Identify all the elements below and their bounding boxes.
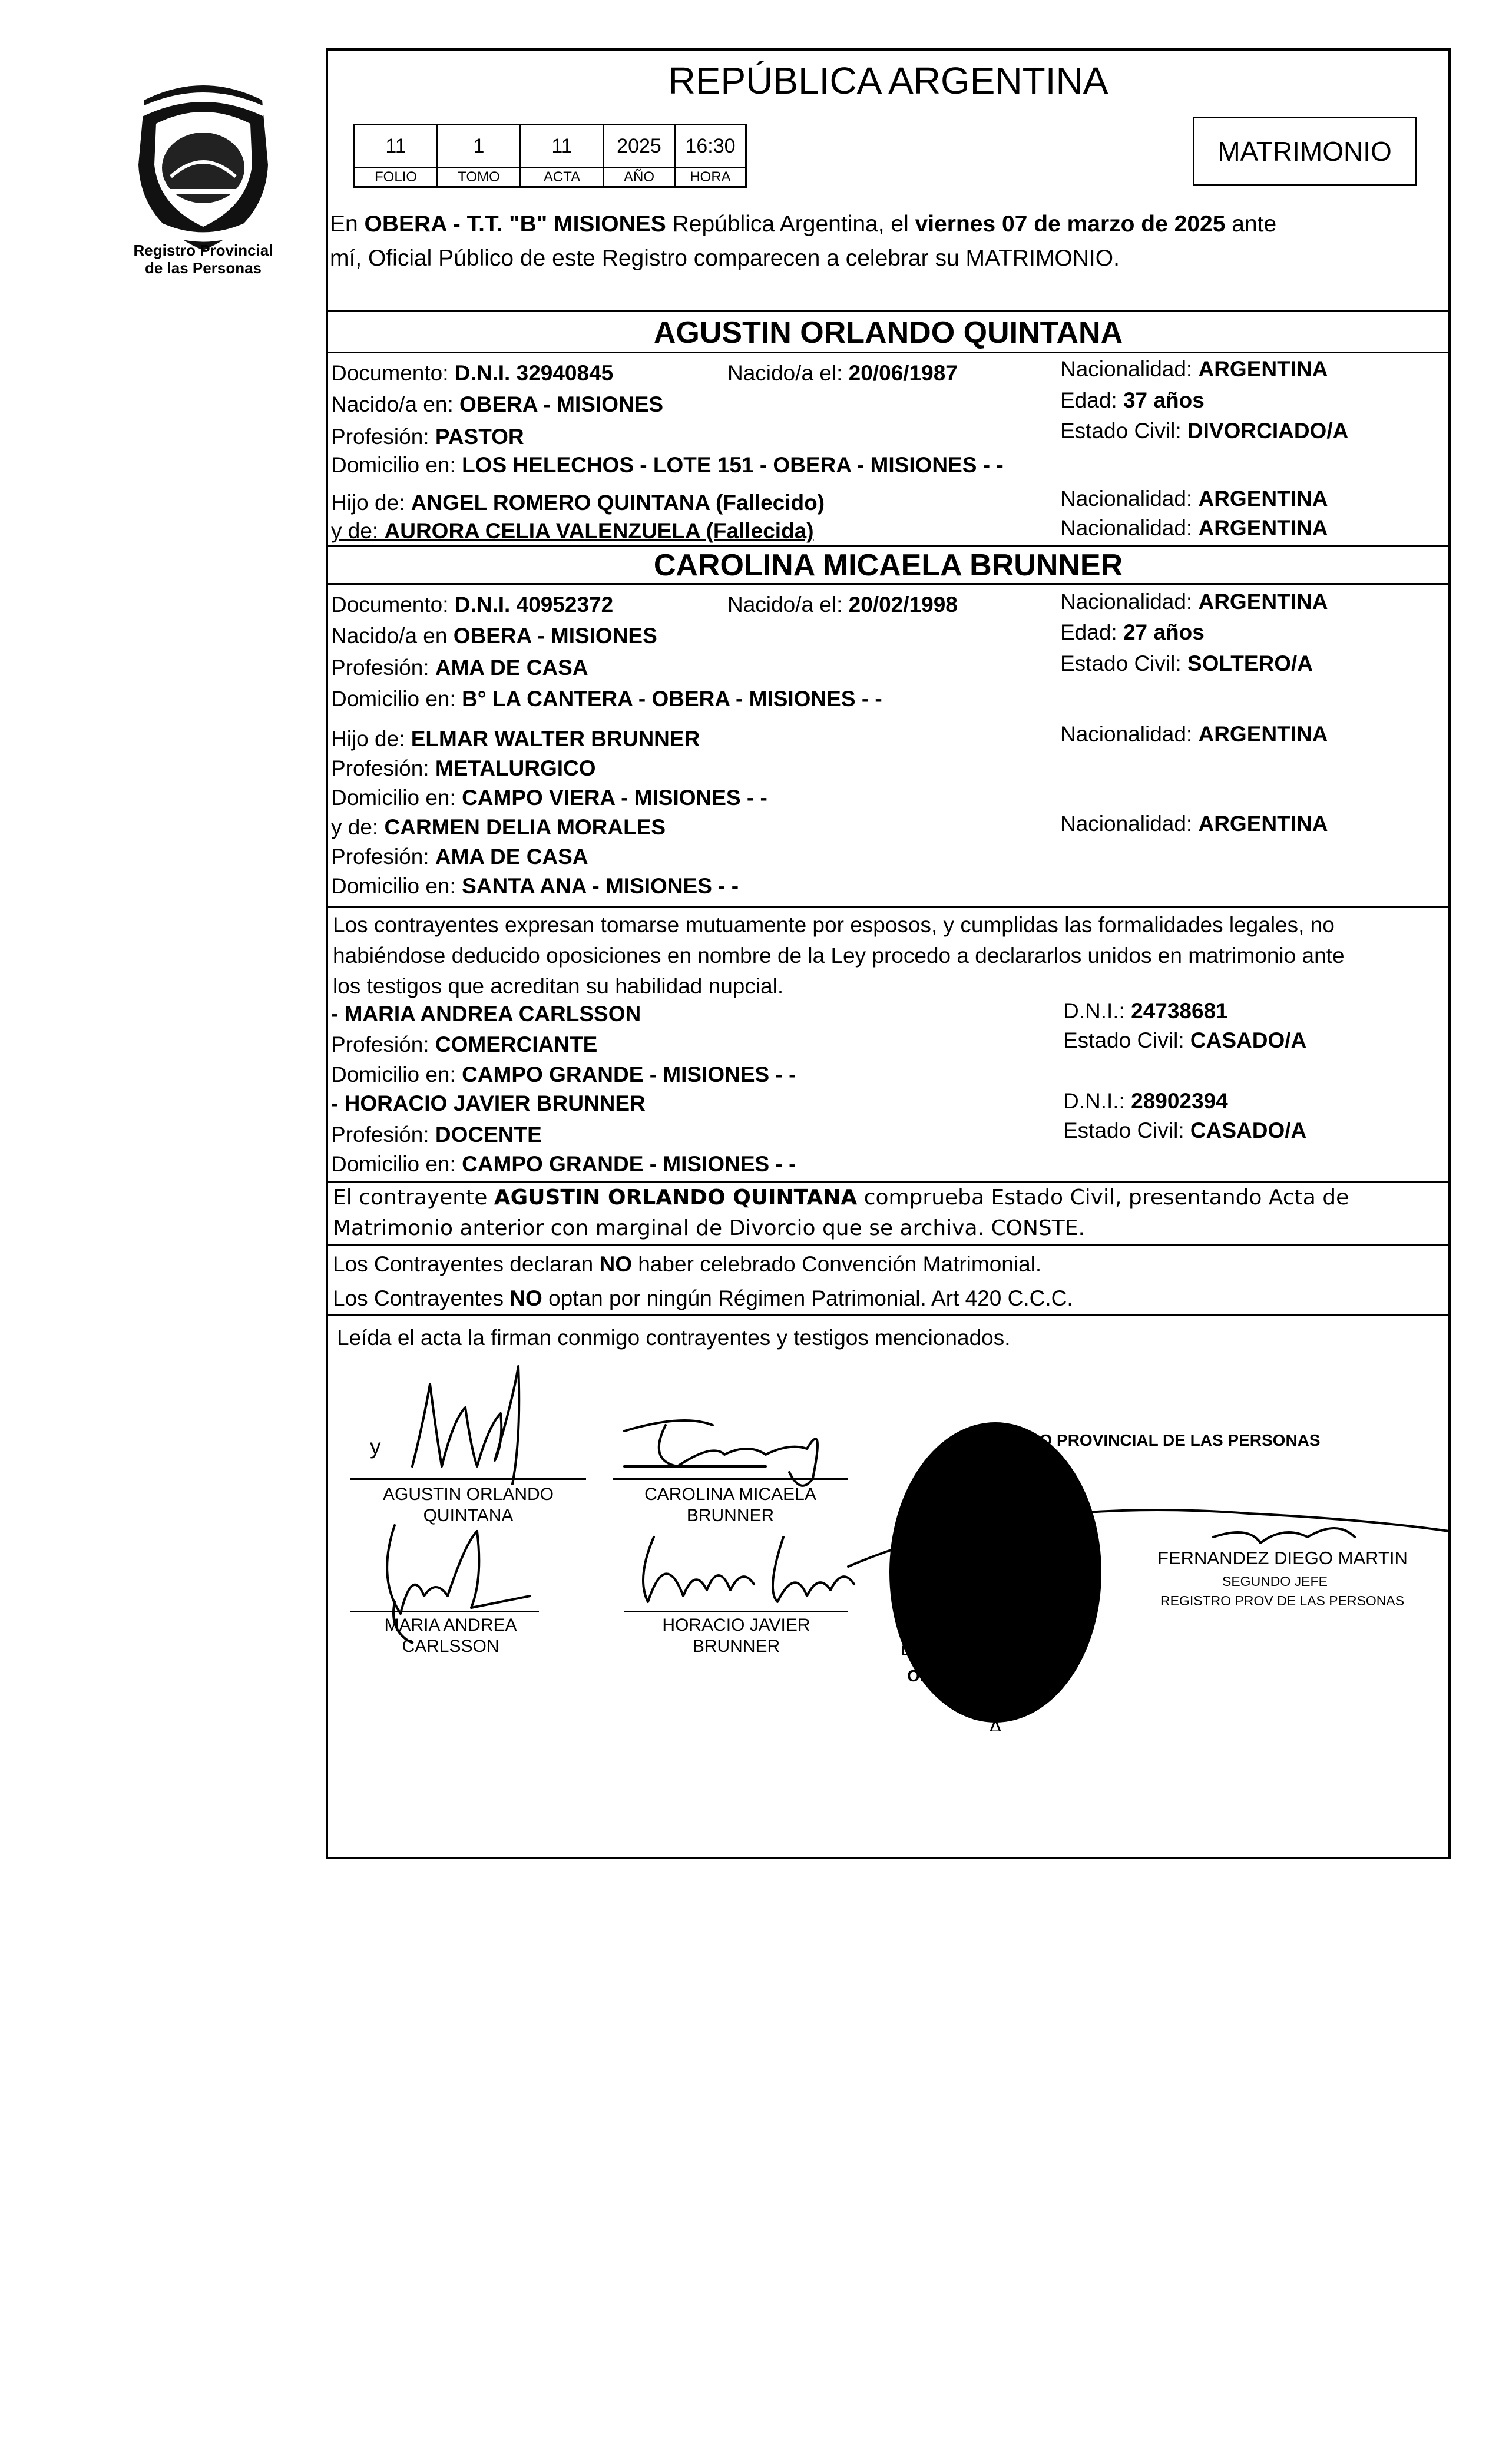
groom-mother: y de: AURORA CELIA VALENZUELA (Fallecida): [331, 519, 814, 543]
divider: [326, 906, 1451, 908]
bride-father-domicile: Domicilio en: CAMPO VIERA - MISIONES - -: [331, 786, 767, 810]
bride-mother-domicile: Domicilio en: SANTA ANA - MISIONES - -: [331, 874, 739, 898]
witness-2-domicile: Domicilio en: CAMPO GRANDE - MISIONES - -: [331, 1152, 796, 1176]
officer-role: SEGUNDO JEFE: [1222, 1574, 1328, 1589]
bride-domicile: Domicilio en: B° LA CANTERA - OBERA - MISIONES - -: [331, 687, 882, 711]
witness-1-domicile: Domicilio en: CAMPO GRANDE - MISIONES - -: [331, 1062, 796, 1087]
divider: [326, 583, 1451, 585]
page-title: REPÚBLICA ARGENTINA: [668, 59, 1108, 102]
bride-signature-caption: CAROLINA MICAELA BRUNNER: [644, 1485, 816, 1525]
act-type-box: MATRIMONIO: [1193, 117, 1417, 186]
bride-civil-status: Estado Civil: SOLTERO/A: [1060, 651, 1313, 675]
bride-birthplace: Nacido/a en OBERA - MISIONES: [331, 624, 657, 648]
intro-paragraph: En OBERA - T.T. "B" MISIONES República Argentina, el viernes 07 de marzo de 2025 ante mí, Oficial Público de este Registro comparecen a celebrar su MATRIMONIO.: [330, 211, 1277, 271]
issuer-caption: Registro Provincial de las Personas: [133, 241, 273, 277]
seal-text: REGISTRO PROVINCIAL DE LAS PERSONAS: [966, 1431, 1321, 1449]
groom-name: AGUSTIN ORLANDO QUINTANA: [653, 316, 1123, 350]
anio-value: 2025: [604, 125, 675, 168]
tomo-label: TOMO: [438, 168, 521, 187]
witness-1-civil-status: Estado Civil: CASADO/A: [1063, 1028, 1307, 1052]
bride-signature-line: [613, 1478, 848, 1480]
divider: [326, 352, 1451, 353]
witness-2-signature: [618, 1525, 866, 1620]
witness-1-profession: Profesión: COMERCIANTE: [331, 1032, 598, 1057]
hora-label: HORA: [675, 168, 746, 187]
bride-mother: y de: CARMEN DELIA MORALES: [331, 815, 666, 839]
bride-profession: Profesión: AMA DE CASA: [331, 655, 588, 680]
divider: [326, 545, 1451, 547]
witness-1-name: - MARIA ANDREA CARLSSON: [331, 1002, 641, 1026]
officer-name: FERNANDEZ DIEGO MARTIN: [1157, 1548, 1408, 1568]
groom-document: Documento: D.N.I. 32940845: [331, 361, 614, 385]
groom-profession: Profesión: PASTOR: [331, 425, 524, 449]
witness-1-signature-line: [350, 1611, 539, 1612]
folio-value: 11: [355, 125, 438, 168]
seal-bottom-text: OBERA SECC. 2da.: [907, 1667, 1059, 1685]
closing-statement: Leída el acta la firman conmigo contrayentes y testigos mencionados.: [337, 1326, 1011, 1350]
witness-1-dni: D.N.I.: 24738681: [1063, 999, 1228, 1023]
groom-birthdate: Nacido/a el: 20/06/1987: [727, 361, 958, 385]
officer-signature: [836, 1460, 1461, 1614]
groom-birthplace: Nacido/a en: OBERA - MISIONES: [331, 392, 664, 416]
provincial-logo: [118, 77, 289, 253]
anio-label: AÑO: [604, 168, 675, 187]
civil-status-note: El contrayente AGUSTIN ORLANDO QUINTANA comprueba Estado Civil, presentando Acta de Matrimonio anterior con marginal de Divorcio que se archiva. CONSTE.: [333, 1185, 1349, 1240]
bride-father-profession: Profesión: METALURGICO: [331, 756, 596, 780]
witness-2-dni: D.N.I.: 28902394: [1063, 1089, 1228, 1113]
groom-signature-line: [350, 1478, 586, 1480]
witness-2-name: - HORACIO JAVIER BRUNNER: [331, 1091, 646, 1115]
bride-document: Documento: D.N.I. 40952372: [331, 592, 614, 617]
groom-mother-nationality: Nacionalidad: ARGENTINA: [1060, 516, 1328, 540]
bride-age: Edad: 27 años: [1060, 620, 1205, 644]
bride-birthdate: Nacido/a el: 20/02/1998: [727, 592, 958, 617]
bride-father-nationality: Nacionalidad: ARGENTINA: [1060, 722, 1328, 746]
divider: [326, 310, 1451, 312]
witness-2-signature-line: [624, 1611, 848, 1612]
conventions-paragraph: Los Contrayentes declaran NO haber celebrado Convención Matrimonial. Los Contrayentes NO optan por ningún Régimen Patrimonial. Art 420 C.C.C.: [333, 1252, 1073, 1310]
groom-father: Hijo de: ANGEL ROMERO QUINTANA (Fallecido): [331, 491, 825, 515]
y-mark: y: [370, 1435, 381, 1459]
bride-mother-nationality: Nacionalidad: ARGENTINA: [1060, 812, 1328, 836]
witness-2-civil-status: Estado Civil: CASADO/A: [1063, 1118, 1307, 1142]
bride-father: Hijo de: ELMAR WALTER BRUNNER: [331, 727, 700, 751]
declaration-paragraph: Los contrayentes expresan tomarse mutuamente por esposos, y cumplidas las formalidades legales, no habiéndose deducido oposiciones en nombre de la Ley procedo a declararlos unidos en matrimonio ante los testigos que acreditan su habilidad nupcial.: [333, 913, 1345, 998]
officer-organization: REGISTRO PROV DE LAS PERSONAS: [1160, 1593, 1405, 1608]
folio-label: FOLIO: [355, 168, 438, 187]
witness-2-profession: Profesión: DOCENTE: [331, 1122, 542, 1147]
registry-numbers: [353, 124, 747, 188]
acta-value: 11: [521, 125, 604, 168]
bride-mother-profession: Profesión: AMA DE CASA: [331, 844, 588, 869]
groom-father-nationality: Nacionalidad: ARGENTINA: [1060, 486, 1328, 511]
groom-age: Edad: 37 años: [1060, 388, 1205, 412]
seal-left-text: DELEGACIÓN DEL: [901, 1643, 1028, 1659]
groom-civil-status: Estado Civil: DIVORCIADO/A: [1060, 419, 1349, 443]
divider: [326, 1244, 1451, 1246]
groom-domicile: Domicilio en: LOS HELECHOS - LOTE 151 - OBERA - MISIONES - -: [331, 453, 1004, 477]
acta-label: ACTA: [521, 168, 604, 187]
tomo-value: 1: [438, 125, 521, 168]
bride-name: CAROLINA MICAELA BRUNNER: [653, 548, 1123, 582]
witness-1-signature-caption: MARIA ANDREA CARLSSON: [384, 1615, 517, 1656]
groom-nationality: Nacionalidad: ARGENTINA: [1060, 357, 1328, 381]
bride-nationality: Nacionalidad: ARGENTINA: [1060, 589, 1328, 614]
groom-signature-caption: AGUSTIN ORLANDO QUINTANA: [382, 1485, 554, 1525]
witness-2-signature-caption: HORACIO JAVIER BRUNNER: [662, 1615, 810, 1656]
bride-signature: [613, 1407, 860, 1496]
hora-value: 16:30: [675, 125, 746, 168]
